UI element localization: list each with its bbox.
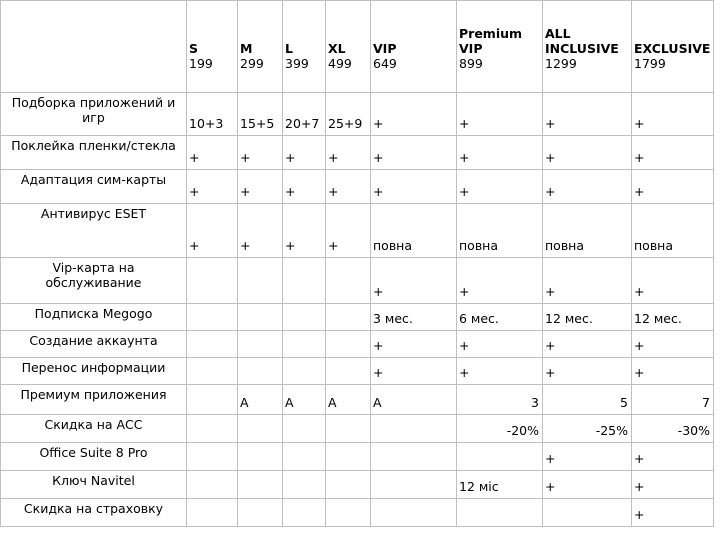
table-cell	[543, 499, 632, 527]
table-cell	[371, 471, 457, 499]
table-cell: повна	[457, 204, 543, 258]
table-cell	[326, 358, 371, 385]
table-cell: +	[543, 358, 632, 385]
plan-name: EXCLUSIVE	[634, 41, 711, 56]
feature-label: Антивирус ESET	[1, 204, 187, 258]
plan-header	[543, 1, 632, 93]
table-row	[1, 331, 714, 358]
table-cell	[283, 258, 326, 304]
table-cell	[238, 499, 283, 527]
feature-label: Перенос информации	[1, 358, 187, 385]
table-cell	[283, 443, 326, 471]
table-cell: 7	[632, 385, 714, 415]
table-cell: +	[632, 499, 714, 527]
plan-price: 399	[285, 56, 309, 71]
plan-price: 499	[328, 56, 352, 71]
table-cell: 12 мес.	[543, 304, 632, 331]
table-cell: +	[187, 136, 238, 170]
feature-label: Скидка на АСС	[1, 415, 187, 443]
table-cell	[238, 471, 283, 499]
table-cell	[371, 443, 457, 471]
table-cell: +	[632, 471, 714, 499]
feature-label: Премиум приложения	[1, 385, 187, 415]
plan-price: 1799	[634, 56, 666, 71]
table-cell	[187, 385, 238, 415]
table-cell: повна	[543, 204, 632, 258]
table-cell: +	[457, 331, 543, 358]
table-cell: +	[371, 136, 457, 170]
plan-name: M	[240, 41, 253, 56]
table-cell	[187, 331, 238, 358]
plan-header	[632, 1, 714, 93]
feature-label: Адаптация сим-карты	[1, 170, 187, 204]
plan-price: 199	[189, 56, 213, 71]
feature-label: Скидка на страховку	[1, 499, 187, 527]
table-cell	[283, 499, 326, 527]
table-cell: А	[238, 385, 283, 415]
table-row	[1, 204, 714, 258]
plan-price: 649	[373, 56, 397, 71]
feature-label: Vip-карта на обслуживание	[1, 258, 187, 304]
table-cell: повна	[632, 204, 714, 258]
table-cell	[283, 471, 326, 499]
plan-header	[238, 1, 283, 93]
table-row	[1, 471, 714, 499]
table-cell: +	[326, 136, 371, 170]
table-row	[1, 415, 714, 443]
plan-header	[283, 1, 326, 93]
table-cell: +	[457, 170, 543, 204]
table-row	[1, 443, 714, 471]
table-cell	[187, 258, 238, 304]
feature-label: Office Suite 8 Pro	[1, 443, 187, 471]
table-row	[1, 93, 714, 136]
table-cell: +	[543, 258, 632, 304]
table-cell: повна	[371, 204, 457, 258]
table-cell	[326, 304, 371, 331]
table-cell: 20+7	[283, 93, 326, 136]
table-cell: +	[543, 443, 632, 471]
table-cell: +	[371, 358, 457, 385]
table-cell: +	[457, 358, 543, 385]
feature-label: Подписка Megogo	[1, 304, 187, 331]
table-cell	[371, 415, 457, 443]
plan-header	[371, 1, 457, 93]
plan-name: ALL INCLUSIVE	[545, 26, 619, 56]
table-cell	[457, 443, 543, 471]
table-cell	[238, 258, 283, 304]
table-cell: А	[371, 385, 457, 415]
plan-price: 899	[459, 56, 483, 71]
table-cell: +	[457, 258, 543, 304]
table-cell: 6 мес.	[457, 304, 543, 331]
table-cell: +	[543, 93, 632, 136]
table-row	[1, 385, 714, 415]
feature-label: Создание аккаунта	[1, 331, 187, 358]
table-cell: +	[457, 136, 543, 170]
table-cell: 15+5	[238, 93, 283, 136]
table-cell: +	[283, 204, 326, 258]
table-cell	[326, 415, 371, 443]
table-cell: +	[238, 136, 283, 170]
table-cell	[371, 499, 457, 527]
table-cell	[283, 415, 326, 443]
table-cell	[326, 443, 371, 471]
table-cell: +	[283, 136, 326, 170]
table-cell	[326, 499, 371, 527]
table-cell: +	[632, 93, 714, 136]
table-cell: -20%	[457, 415, 543, 443]
table-cell: +	[632, 136, 714, 170]
table-cell: 3	[457, 385, 543, 415]
header-row	[1, 1, 714, 93]
plan-price: 299	[240, 56, 264, 71]
table-cell: 5	[543, 385, 632, 415]
table-cell	[326, 258, 371, 304]
table-cell: +	[371, 331, 457, 358]
table-cell	[457, 499, 543, 527]
table-cell: +	[326, 204, 371, 258]
table-cell: +	[457, 93, 543, 136]
plan-name: Premium VIP	[459, 26, 523, 56]
plan-name: L	[285, 41, 293, 56]
plan-price: 1299	[545, 56, 577, 71]
table-cell	[187, 471, 238, 499]
table-cell: +	[543, 170, 632, 204]
table-cell	[326, 471, 371, 499]
plan-name: VIP	[373, 41, 397, 56]
table-cell: -30%	[632, 415, 714, 443]
plan-name: S	[189, 41, 199, 56]
table-cell: 12 міс	[457, 471, 543, 499]
plan-header	[326, 1, 371, 93]
table-cell: +	[371, 170, 457, 204]
table-cell: +	[632, 170, 714, 204]
table-cell: +	[632, 358, 714, 385]
table-cell: +	[187, 170, 238, 204]
table-cell	[283, 331, 326, 358]
table-cell: +	[632, 443, 714, 471]
table-cell: +	[371, 93, 457, 136]
plan-header	[457, 1, 543, 93]
table-cell	[187, 415, 238, 443]
table-cell	[238, 415, 283, 443]
table-cell	[283, 358, 326, 385]
table-cell: -25%	[543, 415, 632, 443]
table-cell	[238, 358, 283, 385]
table-row	[1, 358, 714, 385]
table-cell	[238, 331, 283, 358]
table-cell	[187, 304, 238, 331]
table-row	[1, 499, 714, 527]
table-cell: 10+3	[187, 93, 238, 136]
table-cell: +	[371, 258, 457, 304]
table-cell: А	[283, 385, 326, 415]
table-row	[1, 304, 714, 331]
table-cell: 12 мес.	[632, 304, 714, 331]
table-cell	[283, 304, 326, 331]
table-cell	[187, 499, 238, 527]
table-cell: +	[238, 170, 283, 204]
table-row	[1, 170, 714, 204]
table-cell: А	[326, 385, 371, 415]
table-cell: 3 мес.	[371, 304, 457, 331]
table-row	[1, 258, 714, 304]
plan-header	[187, 1, 238, 93]
feature-label: Ключ Navitel	[1, 471, 187, 499]
table-cell	[187, 358, 238, 385]
table-cell	[187, 443, 238, 471]
table-cell	[238, 443, 283, 471]
table-cell: +	[632, 258, 714, 304]
table-cell: 25+9	[326, 93, 371, 136]
table-cell: +	[632, 331, 714, 358]
table-cell: +	[238, 204, 283, 258]
table-row	[1, 136, 714, 170]
table-cell: +	[543, 331, 632, 358]
table-cell: +	[543, 471, 632, 499]
corner-cell	[1, 1, 187, 93]
feature-label: Подборка приложений и игр	[1, 93, 187, 136]
plan-name: XL	[328, 41, 346, 56]
table-cell: +	[326, 170, 371, 204]
feature-label: Поклейка пленки/стекла	[1, 136, 187, 170]
table-cell: +	[543, 136, 632, 170]
table-cell: +	[283, 170, 326, 204]
table-cell	[326, 331, 371, 358]
table-cell	[238, 304, 283, 331]
table-cell: +	[187, 204, 238, 258]
